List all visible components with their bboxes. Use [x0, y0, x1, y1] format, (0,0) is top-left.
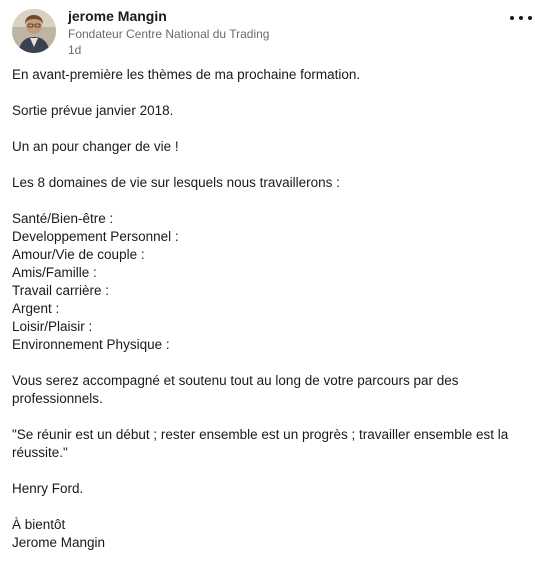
domain-list: [12, 210, 528, 354]
author-headline: Fondateur Centre National du Trading: [68, 27, 270, 41]
post-header: [12, 8, 523, 58]
post-timestamp: 1d: [68, 43, 82, 57]
profile-photo-icon: [12, 9, 56, 53]
author-name[interactable]: jerome Mangin: [68, 8, 167, 24]
post-paragraph: En avant-première les thèmes de ma prochaine formation.: [12, 67, 361, 82]
post-signoff: À bientôt: [12, 517, 66, 532]
post-quote: "Se réunir est un début ; rester ensemble est un progrès ; travailler ensemble est la réussite.": [12, 427, 509, 460]
post-paragraph: Un an pour changer de vie !: [12, 139, 179, 154]
list-item: Environnement Physique :: [12, 337, 170, 352]
post-paragraph: Les 8 domaines de vie sur lesquels nous travaillerons :: [12, 175, 340, 190]
quote-author: Henry Ford.: [12, 481, 84, 496]
post-signature: Jerome Mangin: [12, 535, 106, 550]
list-item: Developpement Personnel :: [12, 229, 179, 244]
more-options-icon: [510, 16, 514, 20]
list-item: Amour/Vie de couple :: [12, 247, 145, 262]
post-body: [12, 66, 528, 552]
more-options-button[interactable]: [508, 10, 535, 26]
post-paragraph: Sortie prévue janvier 2018.: [12, 103, 174, 118]
list-item: Argent :: [12, 301, 60, 316]
avatar[interactable]: [12, 9, 56, 53]
list-item: Amis/Famille :: [12, 265, 97, 280]
list-item: Loisir/Plaisir :: [12, 319, 93, 334]
post-paragraph: Vous serez accompagné et soutenu tout au long de votre parcours par des professionnels.: [12, 373, 459, 406]
list-item: Santé/Bien-être :: [12, 211, 114, 226]
list-item: Travail carrière :: [12, 283, 110, 298]
